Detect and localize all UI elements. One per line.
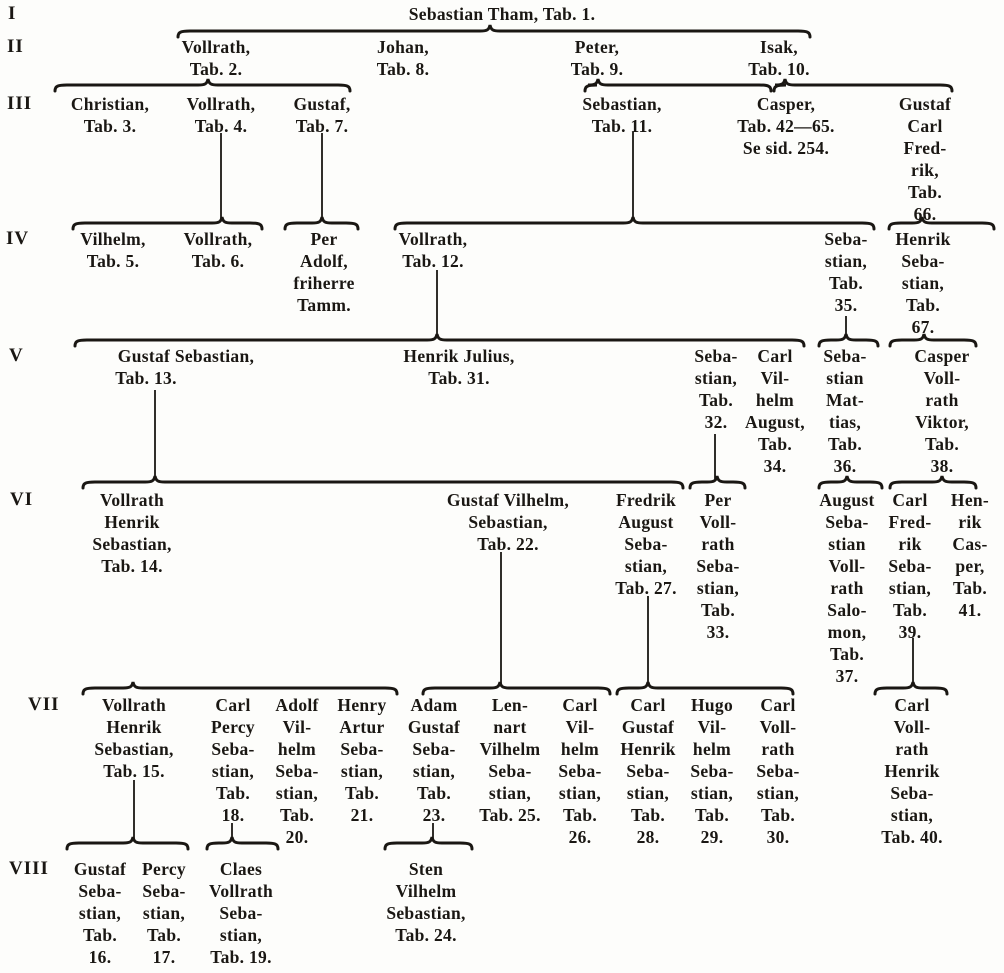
generation-label-III: III — [7, 93, 33, 114]
person-name-line: Henrik — [895, 229, 951, 249]
person-name-line: Tab. — [952, 578, 988, 598]
person-name-line: Viktor, — [915, 412, 969, 432]
person-node-tab-1 — [392, 3, 612, 25]
person-name-line: Seba- — [690, 761, 734, 781]
person-node-tab-8 — [293, 36, 513, 80]
person-name-line: 17. — [152, 947, 176, 967]
person-name-line: Seba- — [890, 783, 934, 803]
person-name-line: helm — [692, 739, 732, 759]
person-name-line: Casper — [914, 346, 970, 366]
person-name-line: tias, — [828, 412, 862, 432]
person-name-line: Adam — [410, 695, 458, 715]
person-name-line: Tab. 27. — [615, 578, 677, 598]
person-name-line: Sebastian Tham, Tab. 1. — [408, 4, 596, 24]
person-name-line: Seba- — [694, 346, 738, 366]
person-name-line: Sebastian, — [582, 94, 662, 114]
person-name-line: nart — [493, 717, 527, 737]
person-name-line: 36. — [833, 456, 857, 476]
person-name-line: Tab. — [82, 925, 118, 945]
person-name-line: Tab. — [146, 925, 182, 945]
person-name-line: Tab. 14. — [101, 556, 163, 576]
descent-brace-tab-32 — [690, 476, 745, 488]
person-name-line: Tab. 4. — [194, 116, 248, 136]
person-name-line: Gustaf — [898, 94, 952, 114]
generation-label-VII: VII — [28, 694, 60, 715]
person-name-line: Seba- — [275, 761, 319, 781]
person-name-line: Tab. — [892, 600, 928, 620]
descent-brace-tab-9 — [585, 79, 771, 91]
person-name-line: Fredrik — [615, 490, 677, 510]
person-name-line: Henrik — [620, 739, 676, 759]
person-name-line: Tab. 19. — [210, 947, 272, 967]
person-name-line: rath — [830, 578, 864, 598]
person-name-line: Carl — [215, 695, 251, 715]
person-name-line: 28. — [636, 827, 660, 847]
person-name-line: Tab. 42—65. — [737, 116, 835, 136]
person-name-line: Tab. — [630, 805, 666, 825]
person-name-line: Adolf, — [300, 251, 348, 271]
person-name-line: 20. — [285, 827, 309, 847]
person-name-line: Artur — [339, 717, 385, 737]
person-name-line: Seba- — [340, 739, 384, 759]
person-name-line: Tab. — [905, 295, 941, 315]
person-name-line: Sebastian, — [386, 903, 466, 923]
person-name-line: Fred- — [903, 138, 947, 158]
person-name-line: Hen- — [950, 490, 990, 510]
person-name-line: Claes — [219, 859, 263, 879]
person-name-line: stian, — [275, 783, 319, 803]
descent-brace-tab-14 — [83, 682, 397, 694]
person-name-line: 41. — [958, 600, 982, 620]
person-name-line: 67. — [911, 317, 935, 337]
person-name-line: friherre — [293, 273, 355, 293]
person-name-line: Henry — [337, 695, 387, 715]
descent-brace-tab-2 — [55, 79, 350, 91]
person-name-line: Seba- — [825, 512, 869, 532]
person-name-line: Tab. 11. — [591, 116, 653, 136]
person-name-line: stian, — [78, 903, 122, 923]
person-name-line: Henrik — [106, 717, 162, 737]
person-name-line: Seba- — [756, 761, 800, 781]
person-name-line: Seba- — [142, 881, 186, 901]
descent-brace-tab-38 — [890, 476, 976, 488]
person-name-line: stian, — [558, 783, 602, 803]
person-name-line: Voll- — [828, 556, 866, 576]
person-name-line: Tab. 31. — [428, 368, 490, 388]
person-name-line: Carl — [892, 490, 928, 510]
person-name-line: Tab. 3. — [83, 116, 137, 136]
person-name-line: rik — [898, 534, 922, 554]
person-name-line: Hugo — [690, 695, 734, 715]
person-name-line: Voll- — [699, 512, 737, 532]
person-name-line: stian, — [888, 578, 932, 598]
person-name-line: 37. — [835, 666, 859, 686]
person-name-line: Seba- — [488, 761, 532, 781]
person-name-line: Seba- — [696, 556, 740, 576]
person-name-line: Tab. 15. — [103, 761, 165, 781]
person-name-line: per, — [955, 556, 985, 576]
person-name-line: Adolf — [275, 695, 319, 715]
person-name-line: Casper, — [756, 94, 816, 114]
person-name-line: Tab. 8. — [376, 59, 430, 79]
person-name-line: stian, — [696, 578, 740, 598]
person-name-line: rik — [958, 512, 982, 532]
person-name-line: Tab. 5. — [86, 251, 140, 271]
person-name-line: helm — [755, 390, 795, 410]
person-name-line: Sten — [408, 859, 444, 879]
generation-label-VI: VI — [10, 489, 34, 510]
person-name-line: 21. — [350, 805, 374, 825]
person-name-line: Tab. — [829, 644, 865, 664]
person-name-line: Vollrath — [100, 490, 164, 510]
person-name-line: Seba- — [78, 881, 122, 901]
person-name-line: Gustaf, — [293, 94, 351, 114]
person-name-line: stian, — [219, 925, 263, 945]
person-name-line: Johan, — [377, 37, 429, 57]
person-name-line: Vil- — [282, 717, 312, 737]
person-node-tab-40 — [802, 694, 1004, 848]
person-name-line: Se sid. 254. — [742, 138, 830, 158]
person-name-line: Carl — [894, 695, 930, 715]
person-name-line: Percy — [142, 859, 186, 879]
person-name-line: Seba- — [823, 346, 867, 366]
person-name-line: Gustaf Vilhelm, — [446, 490, 570, 510]
person-name-line: 26. — [568, 827, 592, 847]
person-name-line: stian, — [901, 273, 945, 293]
person-name-line: Tab. 7. — [295, 116, 349, 136]
person-name-line: stian, — [142, 903, 186, 923]
person-name-line: Christian, — [70, 94, 150, 114]
person-name-line: Per — [310, 229, 338, 249]
person-name-line: stian — [826, 368, 864, 388]
person-name-line: Seba- — [624, 534, 668, 554]
person-name-line: rath — [761, 739, 795, 759]
person-name-line: 30. — [766, 827, 790, 847]
generation-label-II: II — [7, 36, 24, 57]
person-name-line: Henrik — [104, 512, 160, 532]
person-name-line: stian, — [824, 251, 868, 271]
person-node-tab-31 — [349, 345, 569, 389]
person-name-line: Tamm. — [297, 295, 351, 315]
person-name-line: Vollrath — [102, 695, 166, 715]
generation-label-V: V — [9, 345, 24, 366]
person-name-line: Peter, — [574, 37, 620, 57]
person-name-line: Seba- — [211, 739, 255, 759]
generation-label-IV: IV — [6, 228, 30, 249]
person-node-tab-41 — [860, 489, 1004, 621]
person-name-line: rik, — [911, 160, 939, 180]
descent-brace-tab-22 — [423, 682, 610, 694]
person-name-line: Tab. 25. — [479, 805, 541, 825]
person-node-tab-67 — [813, 228, 1004, 338]
person-name-line: Per — [704, 490, 732, 510]
person-name-line: rath — [701, 534, 735, 554]
person-name-line: stian, — [756, 783, 800, 803]
person-name-line: Seba- — [888, 556, 932, 576]
person-name-line: Tab. — [827, 434, 863, 454]
person-name-line: Tab. — [828, 273, 864, 293]
person-name-line: Tab. — [416, 783, 452, 803]
person-name-line: August, — [745, 412, 805, 432]
person-name-line: stian, — [340, 761, 384, 781]
person-name-line: helm — [277, 739, 317, 759]
person-name-line: Vil- — [565, 717, 595, 737]
person-name-line: Vollrath — [209, 881, 273, 901]
person-name-line: Carl — [630, 695, 666, 715]
person-name-line: Tab. — [700, 600, 736, 620]
person-name-line: Voll- — [923, 368, 961, 388]
generation-label-I: I — [8, 3, 17, 24]
person-name-line: Vil- — [697, 717, 727, 737]
person-name-line: Sebastian, — [94, 739, 174, 759]
person-name-line: Tab. — [924, 434, 960, 454]
person-node-tab-66 — [815, 93, 1004, 225]
person-name-line: Sebastian, — [92, 534, 172, 554]
descent-brace-tab-15 — [67, 837, 188, 849]
person-name-line: Seba- — [558, 761, 602, 781]
person-name-line: 33. — [706, 622, 730, 642]
person-node-tab-13 — [76, 345, 296, 389]
person-name-line: Tab. 2. — [189, 59, 243, 79]
person-name-line: Tab. 24. — [395, 925, 457, 945]
person-name-line: Vil- — [760, 368, 790, 388]
person-name-line: Voll- — [893, 717, 931, 737]
person-name-line: Vilhelm — [479, 739, 541, 759]
person-name-line: rath — [895, 739, 929, 759]
person-name-line: Carl — [907, 116, 943, 136]
person-name-line: Henrik Julius, — [403, 346, 515, 366]
person-name-line: Tab. 9. — [570, 59, 624, 79]
person-name-line: Tab. — [694, 805, 730, 825]
person-name-line: Tab. — [215, 783, 251, 803]
person-name-line: Tab. — [757, 434, 793, 454]
person-name-line: Vilhelm — [395, 881, 457, 901]
person-name-line: stian, — [626, 783, 670, 803]
person-name-line: Gustaf — [621, 717, 675, 737]
person-name-line: Vollrath, — [186, 94, 256, 114]
person-name-line: 18. — [221, 805, 245, 825]
person-name-line: Vollrath, — [398, 229, 468, 249]
person-node-tab-12 — [323, 228, 543, 272]
person-name-line: Tab. 10. — [748, 59, 810, 79]
person-name-line: Tab. — [279, 805, 315, 825]
person-node-tab-24 — [316, 858, 536, 946]
person-name-line: Tab. 13. — [115, 368, 177, 388]
person-name-line: Gustaf — [407, 717, 461, 737]
person-name-line: stian, — [624, 556, 668, 576]
person-name-line: rath — [925, 390, 959, 410]
person-node-tab-38 — [832, 345, 1004, 477]
person-node-tab-10 — [669, 36, 889, 80]
person-name-line: mon, — [827, 622, 867, 642]
person-name-line: Tab. — [562, 805, 598, 825]
person-name-line: stian, — [890, 805, 934, 825]
person-name-line: Seba- — [626, 761, 670, 781]
person-name-line: Salo- — [827, 600, 867, 620]
person-name-line: 35. — [834, 295, 858, 315]
person-name-line: Mat- — [825, 390, 865, 410]
person-name-line: stian, — [211, 761, 255, 781]
person-name-line: Cas- — [952, 534, 988, 554]
person-name-line: Percy — [211, 717, 255, 737]
descent-brace-tab-36 — [819, 476, 882, 488]
person-name-line: Tab. 12. — [402, 251, 464, 271]
person-name-line: 16. — [88, 947, 112, 967]
person-name-line: Tab. 40. — [881, 827, 943, 847]
person-name-line: stian — [828, 534, 866, 554]
person-name-line: Gustaf — [73, 859, 127, 879]
person-name-line: Seba- — [824, 229, 868, 249]
person-name-line: August — [819, 490, 875, 510]
person-name-line: stian, — [694, 368, 738, 388]
person-name-line: Tab. 6. — [191, 251, 245, 271]
person-name-line: Seba- — [412, 739, 456, 759]
person-name-line: Tab. — [344, 783, 380, 803]
person-name-line: Seba- — [901, 251, 945, 271]
person-node-tab-14 — [22, 489, 242, 577]
person-name-line: Tab. — [698, 390, 734, 410]
person-name-line: Carl — [562, 695, 598, 715]
person-name-line: stian, — [488, 783, 532, 803]
person-name-line: Vollrath, — [183, 229, 253, 249]
person-name-line: Henrik — [884, 761, 940, 781]
person-name-line: Vollrath, — [181, 37, 251, 57]
person-name-line: Gustaf Sebastian, — [117, 346, 255, 366]
person-name-line: 38. — [930, 456, 954, 476]
generation-label-VIII: VIII — [9, 858, 49, 879]
person-node-tab-7 — [212, 93, 432, 137]
person-name-line: Tab. — [907, 182, 943, 202]
person-name-line: Vilhelm, — [80, 229, 146, 249]
person-name-line: Fred- — [888, 512, 932, 532]
person-name-line: helm — [560, 739, 600, 759]
person-name-line: Carl — [760, 695, 796, 715]
person-name-line: Seba- — [219, 903, 263, 923]
person-name-line: August — [618, 512, 674, 532]
person-name-line: Isak, — [760, 37, 798, 57]
descent-brace-tab-10 — [774, 79, 952, 91]
descent-brace-tab-13 — [83, 476, 683, 488]
person-name-line: 66. — [913, 204, 937, 224]
person-name-line: Tab. — [760, 805, 796, 825]
person-name-line: Carl — [757, 346, 793, 366]
person-name-line: Len- — [491, 695, 529, 715]
person-name-line: Sebastian, — [468, 512, 548, 532]
person-name-line: Voll- — [759, 717, 797, 737]
person-name-line: stian, — [690, 783, 734, 803]
person-name-line: 34. — [763, 456, 787, 476]
person-name-line: stian, — [412, 761, 456, 781]
person-name-line: 32. — [704, 412, 728, 432]
person-name-line: Tab. 22. — [477, 534, 539, 554]
person-name-line: 39. — [898, 622, 922, 642]
person-name-line: 29. — [700, 827, 724, 847]
person-name-line: 23. — [422, 805, 446, 825]
